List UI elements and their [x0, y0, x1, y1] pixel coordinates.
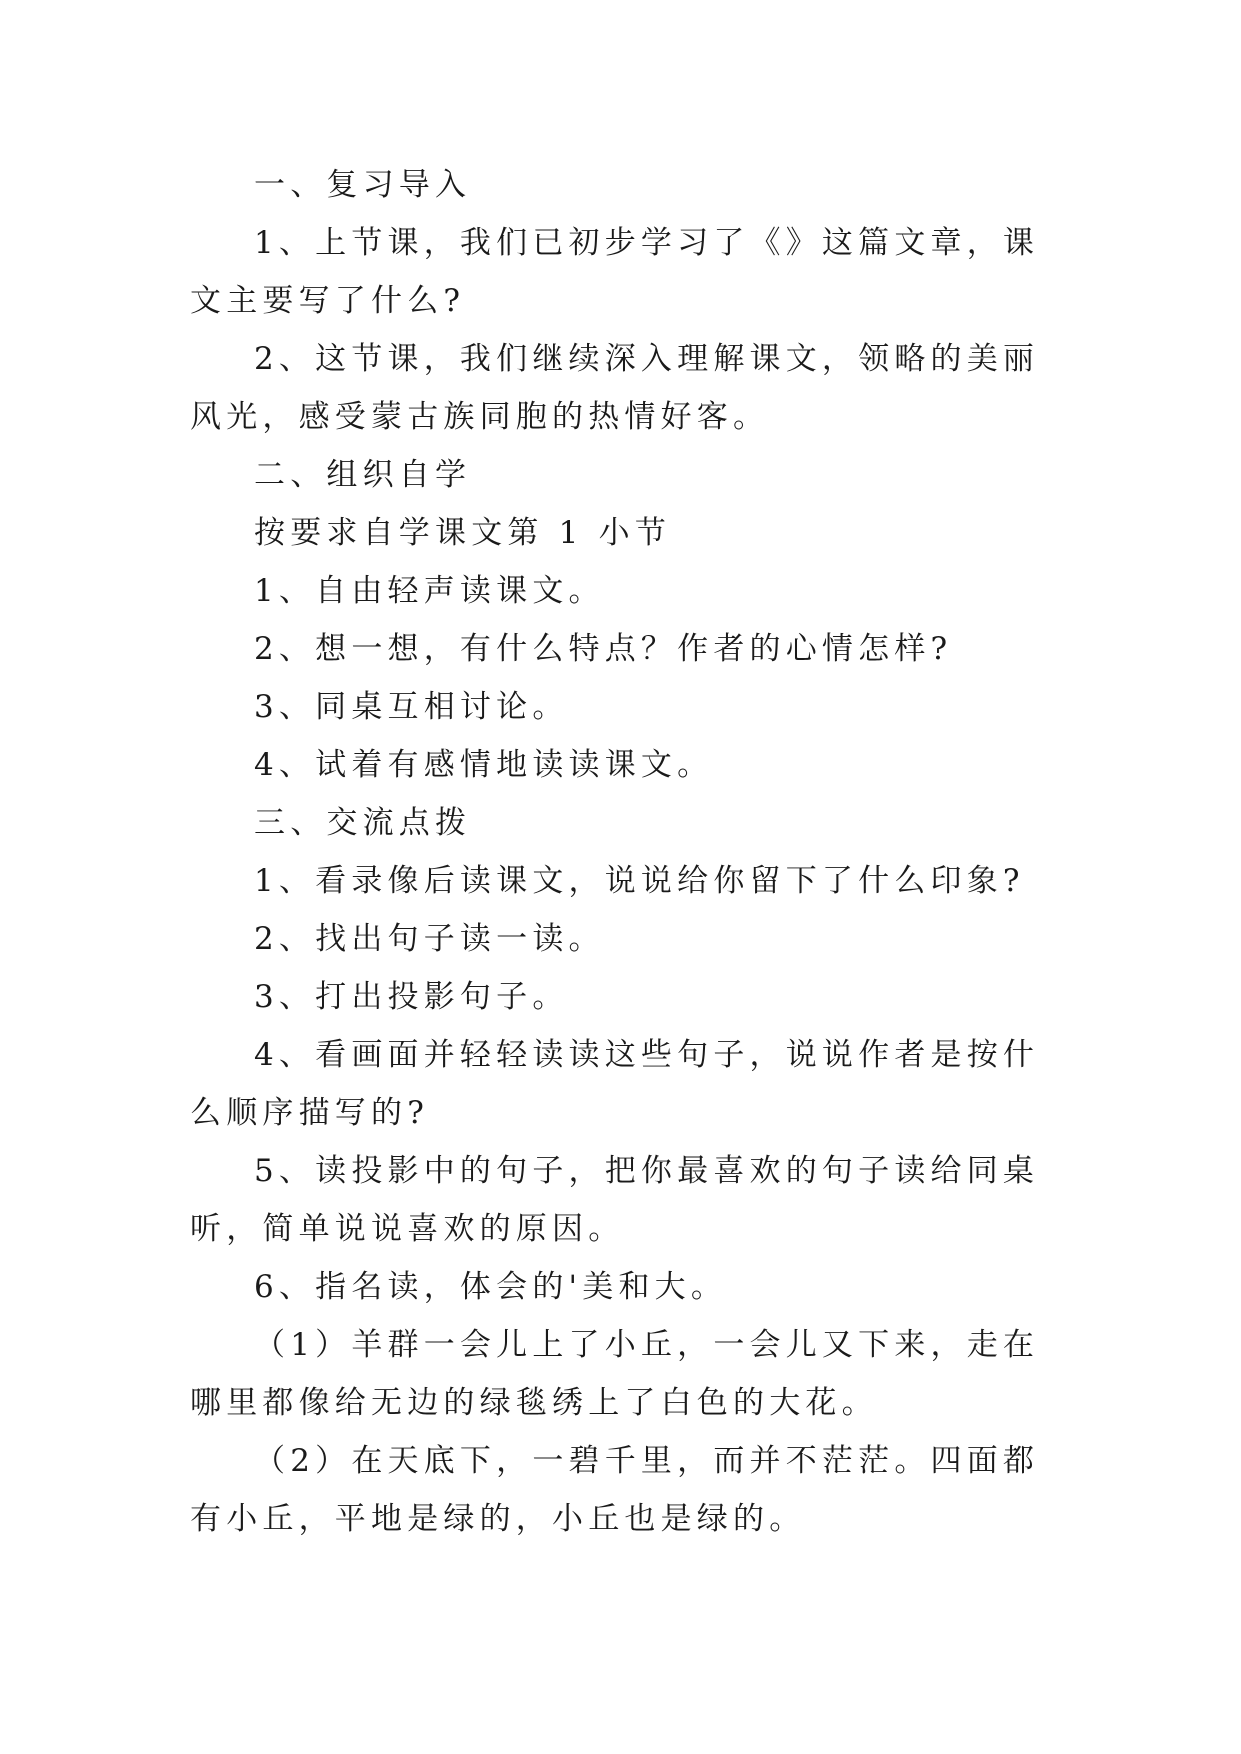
list-item: 5、读投影中的句子，把你最喜欢的句子读给同桌听，简单说说喜欢的原因。 — [190, 1153, 1040, 1247]
section-heading-discussion: 三、交流点拨 — [254, 805, 472, 841]
paragraph: 2、这节课，我们继续深入理解课文，领略的美丽风光，感受蒙古族同胞的热情好客。 — [190, 341, 1040, 435]
list-item: 4、试着有感情地读读课文。 — [254, 747, 714, 783]
list-item: 2、找出句子读一读。 — [254, 921, 605, 957]
text-body — [190, 156, 1052, 1548]
paragraph: 1、上节课，我们已初步学习了《》这篇文章，课文主要写了什么? — [190, 225, 1040, 319]
list-item: 1、自由轻声读课文。 — [254, 573, 605, 609]
list-item: 4、看画面并轻轻读读这些句子，说说作者是按什么顺序描写的? — [190, 1037, 1040, 1131]
list-item: 2、想一想，有什么特点？作者的心情怎样? — [254, 631, 953, 667]
quoted-sentence: （2）在天底下，一碧千里，而并不茫茫。四面都有小丘，平地是绿的，小丘也是绿的。 — [190, 1443, 1040, 1537]
list-item: 1、看录像后读课文，说说给你留下了什么印象? — [254, 863, 1025, 899]
list-item: 6、指名读，体会的'美和大。 — [254, 1269, 728, 1305]
section-heading-self-study: 二、组织自学 — [254, 457, 472, 493]
list-item: 3、打出投影句子。 — [254, 979, 569, 1015]
paragraph: 按要求自学课文第 1 小节 — [254, 515, 672, 551]
list-item: 3、同桌互相讨论。 — [254, 689, 569, 725]
section-heading-review: 一、复习导入 — [254, 167, 472, 203]
quoted-sentence: （1）羊群一会儿上了小丘，一会儿又下来，走在哪里都像给无边的绿毯绣上了白色的大花。 — [190, 1327, 1040, 1421]
